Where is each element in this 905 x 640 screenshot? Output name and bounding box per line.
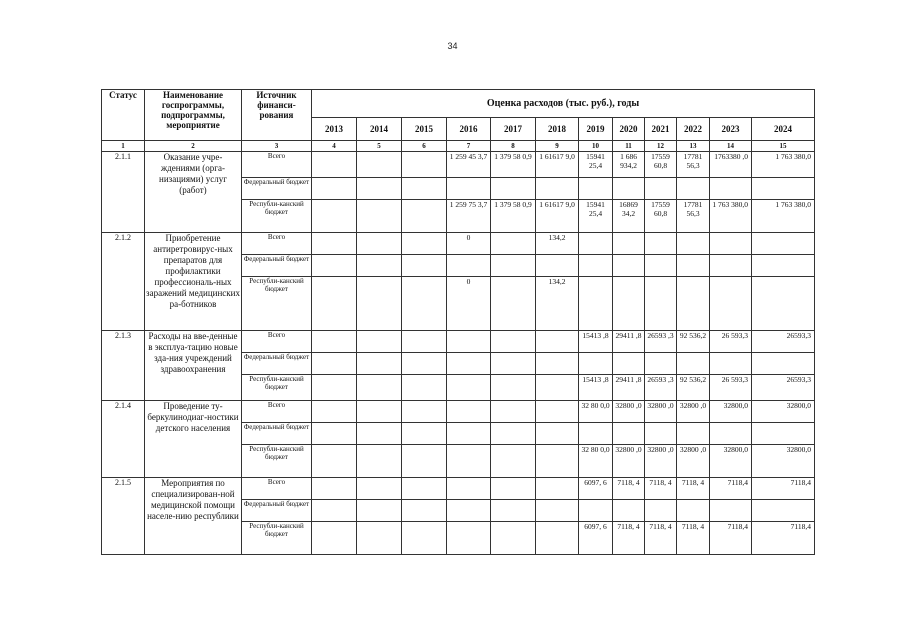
value-cell: [491, 478, 536, 500]
value-cell: [710, 277, 752, 331]
activity-name-cell: Мероприятия по специализирован-ной медицинской помощи населе-нию республики: [145, 478, 242, 555]
value-cell: [312, 478, 357, 500]
funding-source-cell: Всего: [242, 401, 312, 423]
budget-table: [101, 89, 815, 555]
value-cell: [357, 375, 402, 401]
value-cell: 32800 ,0: [677, 401, 710, 423]
activity-name-cell: Проведение ту-беркулинодиаг-ностики детского населения: [145, 401, 242, 478]
value-cell: 15941 25,4: [579, 152, 613, 178]
value-cell: 32800,0: [710, 445, 752, 478]
value-cell: 1 686 934,2: [613, 152, 645, 178]
value-cell: [312, 277, 357, 331]
value-cell: 6097, 6: [579, 522, 613, 555]
status-cell: 2.1.4: [102, 401, 145, 478]
year-header: 2014: [357, 118, 402, 141]
status-cell: 2.1.2: [102, 233, 145, 331]
value-cell: 1 61617 9,0: [536, 152, 579, 178]
year-header: 2017: [491, 118, 536, 141]
value-cell: [579, 233, 613, 255]
funding-source-cell: Республи-канский бюджет: [242, 522, 312, 555]
value-cell: [613, 500, 645, 522]
year-header: 2023: [710, 118, 752, 141]
value-cell: 1 61617 9,0: [536, 200, 579, 233]
value-cell: 16869 34,2: [613, 200, 645, 233]
value-cell: 32 80 0,0: [579, 445, 613, 478]
value-cell: 7118, 4: [613, 478, 645, 500]
value-cell: [312, 445, 357, 478]
value-cell: [491, 375, 536, 401]
value-cell: 1 259 75 3,7: [447, 200, 491, 233]
funding-source-cell: Республи-канский бюджет: [242, 375, 312, 401]
funding-source-cell: Республи-канский бюджет: [242, 445, 312, 478]
value-cell: [536, 500, 579, 522]
value-cell: [312, 500, 357, 522]
value-cell: [491, 277, 536, 331]
value-cell: 1 763 380,0: [752, 200, 815, 233]
value-cell: [677, 178, 710, 200]
value-cell: 32800,0: [710, 401, 752, 423]
value-cell: 15941 25,4: [579, 200, 613, 233]
year-header: 2013: [312, 118, 357, 141]
value-cell: [312, 178, 357, 200]
value-cell: 7118, 4: [677, 478, 710, 500]
value-cell: 0: [447, 277, 491, 331]
value-cell: [402, 178, 447, 200]
value-cell: [402, 277, 447, 331]
value-cell: [710, 255, 752, 277]
column-number: 7: [447, 141, 491, 152]
value-cell: [491, 331, 536, 353]
funding-source-cell: Федеральный бюджет: [242, 178, 312, 200]
column-number: 5: [357, 141, 402, 152]
value-cell: [447, 401, 491, 423]
status-cell: 2.1.1: [102, 152, 145, 233]
value-cell: [447, 353, 491, 375]
value-cell: [491, 233, 536, 255]
value-cell: [491, 423, 536, 445]
funding-source-cell: Федеральный бюджет: [242, 423, 312, 445]
value-cell: 17559 60,8: [645, 200, 677, 233]
value-cell: 7118, 4: [645, 522, 677, 555]
value-cell: [613, 353, 645, 375]
value-cell: [536, 331, 579, 353]
value-cell: [357, 423, 402, 445]
value-cell: [312, 233, 357, 255]
value-cell: [402, 353, 447, 375]
value-cell: [402, 500, 447, 522]
value-cell: [312, 401, 357, 423]
value-cell: [752, 423, 815, 445]
value-cell: [752, 178, 815, 200]
value-cell: 26 593,3: [710, 331, 752, 353]
value-cell: [357, 233, 402, 255]
value-cell: [579, 255, 613, 277]
value-cell: [402, 200, 447, 233]
column-number: 15: [752, 141, 815, 152]
value-cell: [357, 500, 402, 522]
funding-source-cell: Всего: [242, 478, 312, 500]
value-cell: [357, 478, 402, 500]
column-number: 14: [710, 141, 752, 152]
value-cell: [357, 277, 402, 331]
funding-source-cell: Федеральный бюджет: [242, 255, 312, 277]
value-cell: 17781 56,3: [677, 200, 710, 233]
value-cell: [357, 200, 402, 233]
value-cell: [447, 423, 491, 445]
table-row: [102, 478, 815, 500]
value-cell: [402, 152, 447, 178]
value-cell: [357, 401, 402, 423]
value-cell: 32800,0: [752, 445, 815, 478]
value-cell: 7118,4: [710, 478, 752, 500]
value-cell: 1 259 45 3,7: [447, 152, 491, 178]
value-cell: [402, 331, 447, 353]
value-cell: [447, 445, 491, 478]
value-cell: 6097, 6: [579, 478, 613, 500]
value-cell: [312, 375, 357, 401]
value-cell: 26 593,3: [710, 375, 752, 401]
value-cell: [312, 353, 357, 375]
value-cell: [752, 255, 815, 277]
column-number: 13: [677, 141, 710, 152]
value-cell: 1763380 ,0: [710, 152, 752, 178]
value-cell: 32800,0: [752, 401, 815, 423]
value-cell: [677, 500, 710, 522]
value-cell: [536, 445, 579, 478]
value-cell: [613, 233, 645, 255]
value-cell: 32 80 0,0: [579, 401, 613, 423]
value-cell: [402, 478, 447, 500]
value-cell: 7118, 4: [677, 522, 710, 555]
value-cell: 1 763 380,0: [752, 152, 815, 178]
activity-name-cell: Приобретение антиретровирус-ных препаратов для профилактики профессиональ-ных заражений медицинских ра-ботников: [145, 233, 242, 331]
column-number: 11: [613, 141, 645, 152]
value-cell: [613, 178, 645, 200]
value-cell: 7118,4: [710, 522, 752, 555]
value-cell: [645, 423, 677, 445]
value-cell: [402, 375, 447, 401]
value-cell: [447, 375, 491, 401]
value-cell: [645, 178, 677, 200]
funding-source-cell: Федеральный бюджет: [242, 353, 312, 375]
value-cell: [357, 152, 402, 178]
value-cell: [312, 255, 357, 277]
column-number: 8: [491, 141, 536, 152]
value-cell: [645, 500, 677, 522]
value-cell: [491, 445, 536, 478]
value-cell: [752, 277, 815, 331]
value-cell: [447, 478, 491, 500]
year-header: 2021: [645, 118, 677, 141]
value-cell: [312, 200, 357, 233]
value-cell: [613, 277, 645, 331]
activity-name-cell: Оказание учре-ждениями (орга-низациями) услуг (работ): [145, 152, 242, 233]
funding-source-cell: Федеральный бюджет: [242, 500, 312, 522]
value-cell: [402, 445, 447, 478]
value-cell: [710, 233, 752, 255]
status-cell: 2.1.5: [102, 478, 145, 555]
value-cell: 32800 ,0: [677, 445, 710, 478]
value-cell: 92 536,2: [677, 331, 710, 353]
value-cell: [536, 255, 579, 277]
header-status: Статус: [102, 90, 145, 141]
value-cell: [357, 255, 402, 277]
value-cell: 29411 ,8: [613, 375, 645, 401]
value-cell: [447, 522, 491, 555]
value-cell: [357, 331, 402, 353]
column-number: 1: [102, 141, 145, 152]
value-cell: 7118,4: [752, 522, 815, 555]
value-cell: [579, 178, 613, 200]
header-estimate: Оценка расходов (тыс. руб.), годы: [312, 90, 815, 118]
value-cell: [579, 500, 613, 522]
value-cell: [613, 423, 645, 445]
year-header: 2018: [536, 118, 579, 141]
funding-source-cell: Всего: [242, 233, 312, 255]
value-cell: [677, 423, 710, 445]
value-cell: [677, 277, 710, 331]
value-cell: [579, 353, 613, 375]
value-cell: 26593 ,3: [645, 331, 677, 353]
table-row: [102, 401, 815, 423]
value-cell: [357, 353, 402, 375]
value-cell: [447, 500, 491, 522]
activity-name-cell: Расходы на вве-денные в эксплуа-тацию новые зда-ния учреждений здравоохранения: [145, 331, 242, 401]
value-cell: 1 763 380,0: [710, 200, 752, 233]
column-number: 3: [242, 141, 312, 152]
value-cell: [402, 401, 447, 423]
funding-source-cell: Всего: [242, 152, 312, 178]
value-cell: [491, 500, 536, 522]
value-cell: [491, 401, 536, 423]
status-cell: 2.1.3: [102, 331, 145, 401]
year-header: 2024: [752, 118, 815, 141]
value-cell: [357, 445, 402, 478]
value-cell: 7118,4: [752, 478, 815, 500]
table-row: [102, 152, 815, 178]
value-cell: [402, 233, 447, 255]
header-name: Наименование госпрограммы, подпрограммы, мероприятие: [145, 90, 242, 141]
value-cell: [645, 277, 677, 331]
value-cell: [710, 353, 752, 375]
value-cell: 134,2: [536, 233, 579, 255]
column-number: 6: [402, 141, 447, 152]
value-cell: 26593,3: [752, 375, 815, 401]
value-cell: [536, 178, 579, 200]
value-cell: 15413 ,8: [579, 331, 613, 353]
value-cell: 26593,3: [752, 331, 815, 353]
value-cell: [491, 522, 536, 555]
value-cell: 29411 ,8: [613, 331, 645, 353]
value-cell: 1 379 58 0,9: [491, 200, 536, 233]
value-cell: [312, 152, 357, 178]
value-cell: [402, 255, 447, 277]
year-header: 2020: [613, 118, 645, 141]
value-cell: [645, 353, 677, 375]
header-source: Источник финанси-рования: [242, 90, 312, 141]
year-header: 2015: [402, 118, 447, 141]
value-cell: [491, 255, 536, 277]
value-cell: [645, 233, 677, 255]
value-cell: [752, 233, 815, 255]
value-cell: 32800 ,0: [645, 401, 677, 423]
value-cell: 0: [447, 233, 491, 255]
value-cell: [677, 353, 710, 375]
value-cell: 32800 ,0: [613, 401, 645, 423]
table-row: [102, 233, 815, 255]
value-cell: [579, 423, 613, 445]
value-cell: 15413 ,8: [579, 375, 613, 401]
funding-source-cell: Республи-канский бюджет: [242, 200, 312, 233]
column-number: 9: [536, 141, 579, 152]
value-cell: [752, 500, 815, 522]
funding-source-cell: Всего: [242, 331, 312, 353]
value-cell: [536, 375, 579, 401]
page-number: 34: [447, 41, 458, 51]
column-number: 10: [579, 141, 613, 152]
value-cell: [491, 353, 536, 375]
value-cell: [710, 500, 752, 522]
value-cell: [357, 522, 402, 555]
value-cell: [579, 277, 613, 331]
value-cell: 7118, 4: [645, 478, 677, 500]
value-cell: 1 379 58 0,9: [491, 152, 536, 178]
value-cell: [447, 178, 491, 200]
value-cell: [536, 478, 579, 500]
value-cell: [312, 522, 357, 555]
value-cell: 17559 60,8: [645, 152, 677, 178]
value-cell: 7118, 4: [613, 522, 645, 555]
value-cell: [613, 255, 645, 277]
value-cell: 92 536,2: [677, 375, 710, 401]
value-cell: [312, 423, 357, 445]
value-cell: [491, 178, 536, 200]
value-cell: [402, 423, 447, 445]
value-cell: [402, 522, 447, 555]
value-cell: [536, 423, 579, 445]
year-header: 2019: [579, 118, 613, 141]
year-header: 2022: [677, 118, 710, 141]
value-cell: [447, 331, 491, 353]
value-cell: [536, 401, 579, 423]
value-cell: [357, 178, 402, 200]
value-cell: [677, 255, 710, 277]
value-cell: 17781 56,3: [677, 152, 710, 178]
funding-source-cell: Республи-канский бюджет: [242, 277, 312, 331]
value-cell: [645, 255, 677, 277]
value-cell: [447, 255, 491, 277]
value-cell: 32800 ,0: [645, 445, 677, 478]
value-cell: [536, 522, 579, 555]
column-number: 4: [312, 141, 357, 152]
value-cell: 134,2: [536, 277, 579, 331]
table-row: [102, 331, 815, 353]
column-number: 2: [145, 141, 242, 152]
year-header: 2016: [447, 118, 491, 141]
value-cell: 32800 ,0: [613, 445, 645, 478]
column-number: 12: [645, 141, 677, 152]
value-cell: [710, 178, 752, 200]
value-cell: [752, 353, 815, 375]
value-cell: [536, 353, 579, 375]
value-cell: [710, 423, 752, 445]
value-cell: [312, 331, 357, 353]
value-cell: 26593 ,3: [645, 375, 677, 401]
value-cell: [677, 233, 710, 255]
